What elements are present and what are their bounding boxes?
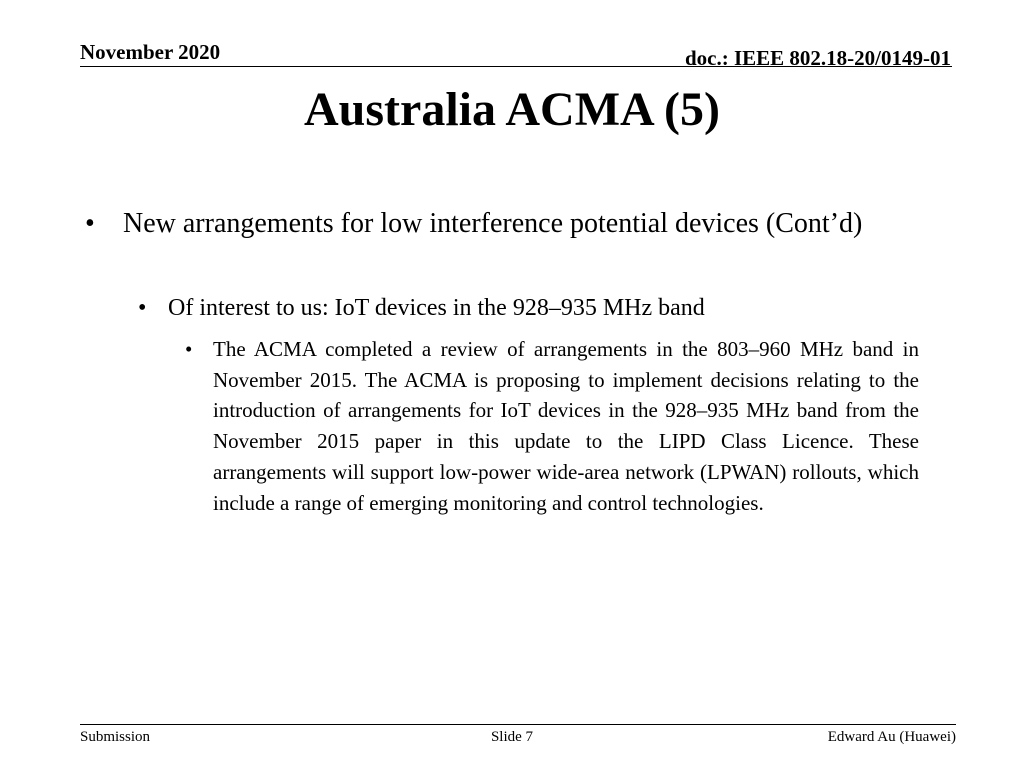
bullet-marker: • [185,337,193,361]
bullet-level-3 [185,334,919,518]
bullet-text: New arrangements for low interference potential devices (Cont’d) [123,208,863,239]
footer-slide-number: Slide 7 [490,729,534,745]
bullet-level-2 [138,292,928,324]
bullet-text: The ACMA completed a review of arrangements in the 803–960 MHz band in November 2015. The ACMA is proposing to implement decisions relating to the introduction of arrangements for IoT devices in the 928–935 MHz band from the November 2015 paper in this update to the LIPD Class Licence. These arrangements will support low-power wide-area network (LPWAN) rollouts, which include a range of emerging monitoring and control technologies. [213,337,919,515]
header-doc-id: doc.: IEEE 802.18-20/0149-01 [684,46,951,70]
slide-title: Australia ACMA (5) [304,83,720,136]
bullet-text: Of interest to us: IoT devices in the 928–935 MHz band [168,295,705,321]
bullet-marker: • [85,208,95,239]
header-divider [80,66,952,67]
bullet-marker: • [138,295,147,321]
footer-submission: Submission [80,729,151,745]
footer-divider [80,724,956,725]
bullet-level-1 [85,205,919,243]
header-date: November 2020 [80,40,221,64]
footer-author: Edward Au (Huawei) [827,729,956,745]
